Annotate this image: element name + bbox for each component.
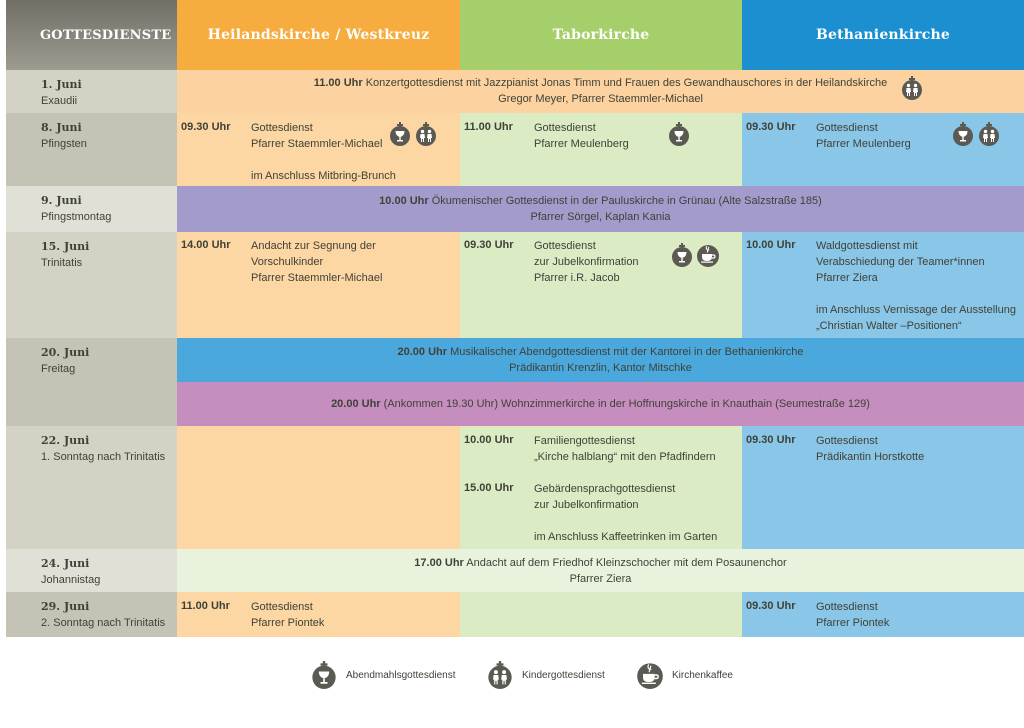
children-icon — [486, 661, 514, 689]
event-text: Familiengottesdienst „Kirche halblang“ mit den Pfadfindern — [534, 435, 716, 463]
event-text: Gebärdensprachgottesdienst zur Jubelkonfirmation im Anschluss Kaffeetrinken im Garten — [534, 483, 718, 543]
day-label: Exaudii — [41, 95, 78, 107]
day-label: Trinitatis — [41, 257, 83, 269]
event-persons: Prädikantin Krenzlin, Kantor Mitschke — [509, 362, 692, 374]
chalice-icon — [951, 122, 975, 146]
chalice-icon — [388, 122, 412, 146]
event-time: 15.00 Uhr — [464, 482, 514, 494]
event-time: 10.00 Uhr — [746, 239, 796, 251]
date-label: 24. Juni — [41, 557, 90, 570]
event-persons: Pfarrer Sörgel, Kaplan Kania — [530, 211, 671, 223]
event-full — [177, 193, 1024, 225]
children-icon — [977, 122, 1001, 146]
event-text: (Ankommen 19.30 Uhr) Wohnzimmerkirche in der Hoffnungskirche in Knauthain (Seumestraße 129) — [383, 398, 870, 410]
event-text: Musikalischer Abendgottesdienst mit der Kantorei in der Bethanienkirche — [450, 346, 804, 358]
event-time: 09.30 Uhr — [746, 121, 796, 133]
header-taborkirche: Taborkirche — [460, 0, 742, 70]
event-time: 09.30 Uhr — [181, 121, 231, 133]
date-cell — [6, 113, 177, 152]
children-icon — [414, 122, 438, 146]
date-cell — [6, 186, 177, 225]
legend-label: Kirchenkaffee — [672, 669, 733, 681]
date-label: 8. Juni — [41, 121, 82, 134]
event-text: Andacht zur Segnung der Vorschulkinder Pfarrer Staemmler-Michael — [251, 240, 383, 284]
header-heilandskirche: Heilandskirche / Westkreuz — [177, 0, 460, 70]
event-text: Gottesdienst Pfarrer Meulenberg — [816, 122, 911, 150]
event-text: Gottesdienst Pfarrer Staemmler-Michael im Anschluss Mitbring-Brunch — [251, 122, 396, 182]
date-label: 29. Juni — [41, 600, 90, 613]
date-cell — [6, 70, 177, 109]
event-time: 09.30 Uhr — [746, 434, 796, 446]
date-label: 15. Juni — [41, 240, 90, 253]
coffee-cup-icon — [696, 243, 720, 267]
event-text: Ökumenischer Gottesdienst in der Pauluskirche in Grünau (Alte Salzstraße 185) — [431, 195, 822, 207]
event-time: 14.00 Uhr — [181, 239, 231, 251]
date-cell — [6, 232, 177, 271]
day-label: 1. Sonntag nach Trinitatis — [41, 451, 166, 463]
event-time: 10.00 Uhr — [379, 195, 429, 207]
date-label: 20. Juni — [41, 346, 90, 359]
event-time: 17.00 Uhr — [414, 557, 464, 569]
event-full — [177, 555, 1024, 587]
legend-label: Abendmahlsgottesdienst — [346, 669, 456, 681]
event-text: Gottesdienst Prädikantin Horstkotte — [816, 435, 925, 463]
date-cell — [6, 338, 177, 377]
event-time: 11.00 Uhr — [464, 121, 513, 133]
date-cell — [6, 592, 177, 631]
date-cell — [6, 426, 177, 465]
legend-kaffee — [636, 661, 733, 689]
event-full — [177, 75, 1024, 107]
day-label: Johannistag — [41, 574, 101, 586]
legend-abendmahl — [310, 661, 456, 689]
children-icon — [900, 76, 924, 100]
event-time: 11.00 Uhr — [181, 600, 230, 612]
event-time: 20.00 Uhr — [397, 346, 448, 358]
day-label: Freitag — [41, 363, 76, 375]
day-label: 2. Sonntag nach Trinitatis — [41, 617, 166, 629]
event-time: 10.00 Uhr — [464, 434, 514, 446]
header-bethanienkirche: Bethanienkirche — [742, 0, 1024, 70]
event-time: 09.30 Uhr — [746, 600, 796, 612]
day-label: Pfingstmontag — [41, 211, 112, 223]
date-label: 1. Juni — [41, 78, 82, 91]
event-text: Gottesdienst Pfarrer Meulenberg — [534, 122, 629, 150]
day-label: Pfingsten — [41, 138, 87, 150]
chalice-icon — [667, 122, 691, 146]
event-persons: Pfarrer Ziera — [569, 573, 632, 585]
event-text: Gottesdienst zur Jubelkonfirmation Pfarrer i.R. Jacob — [534, 240, 639, 284]
chalice-icon — [670, 243, 694, 267]
event-full — [177, 396, 1024, 412]
date-label: 9. Juni — [41, 194, 82, 207]
event-text: Andacht auf dem Friedhof Kleinzschocher mit dem Posaunenchor — [466, 557, 787, 569]
event-text: Gottesdienst Pfarrer Piontek — [251, 601, 325, 629]
chalice-icon — [310, 661, 338, 689]
event-full — [177, 344, 1024, 376]
date-label: 22. Juni — [41, 434, 90, 447]
event-text: Waldgottesdienst mit Verabschiedung der Teamer*innen Pfarrer Ziera im Anschluss Vernissage der Ausstellung „Christian Walter –Positionen“ — [816, 240, 1016, 332]
date-cell — [6, 549, 177, 588]
legend-label: Kindergottesdienst — [522, 669, 605, 681]
event-text: Konzertgottesdienst mit Jazzpianist Jonas Timm und Frauen des Gewandhauschores in der Heilandskirche — [365, 77, 888, 89]
legend-kinder — [486, 661, 605, 689]
coffee-cup-icon — [636, 661, 664, 689]
cell-bg — [177, 426, 460, 549]
event-text: Gottesdienst Pfarrer Piontek — [816, 601, 890, 629]
header-gottesdienste: GOTTESDIENSTE — [6, 0, 211, 70]
event-time: 09.30 Uhr — [464, 239, 514, 251]
cell-bg — [460, 592, 742, 637]
event-time: 11.00 Uhr — [313, 77, 363, 89]
event-persons: Gregor Meyer, Pfarrer Staemmler-Michael — [498, 93, 703, 105]
event-time: 20.00 Uhr — [331, 398, 381, 410]
